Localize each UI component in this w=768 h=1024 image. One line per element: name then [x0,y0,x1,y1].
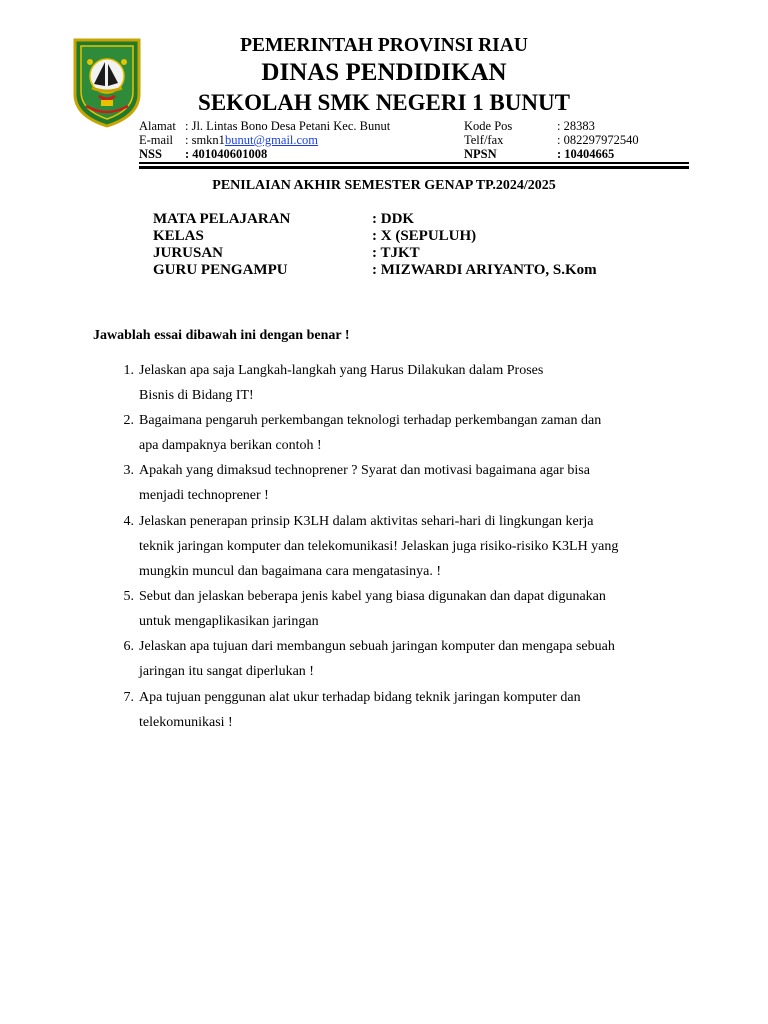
question-line: telekomunikasi ! [139,715,233,730]
meta-label-subject: MATA PELAJARAN [153,211,291,227]
question-number: 6. [123,639,134,654]
question-line: mungkin muncul dan bagaimana cara mengatasinya. ! [139,564,442,579]
question-line: Apakah yang dimaksud technoprener ? Syarat dan motivasi bagaimana agar bisa [139,463,590,478]
question-item [123,584,679,634]
alamat-label: Alamat [139,119,176,133]
telf-value: : 082297972540 [557,133,639,147]
meta-value-teacher: : MIZWARDI ARIYANTO, S.Kom [372,262,597,278]
question-line: Jelaskan penerapan prinsip K3LH dalam aktivitas sehari-hari di lingkungan kerja [139,514,594,529]
question-line: Sebut dan jelaskan beberapa jenis kabel yang biasa digunakan dan dapat digunakan [139,589,606,604]
header-divider-thin [139,162,689,164]
meta-value-major: : TJKT [372,245,420,261]
nss-value: : 401040601008 [185,147,268,161]
kodepos-label: Kode Pos [464,119,513,133]
header-divider-thick [139,166,689,169]
question-item [123,634,679,684]
question-number: 2. [123,413,134,428]
meta-label-teacher: GURU PENGAMPU [153,262,288,278]
question-number: 4. [123,514,134,529]
question-number: 5. [123,589,134,604]
question-line: Jelaskan apa saja Langkah-langkah yang Harus Dilakukan dalam Proses [139,363,544,378]
question-number: 3. [123,463,134,478]
npsn-value: : 10404665 [557,147,615,161]
meta-label-major: JURUSAN [153,245,224,261]
header-school-name: SEKOLAH SMK NEGERI 1 BUNUT [198,90,570,115]
question-line: teknik jaringan komputer dan telekomunikasi! Jelaskan juga risiko-risiko K3LH yang [139,539,619,554]
alamat-value: : Jl. Lintas Bono Desa Petani Kec. Bunut [185,119,391,133]
email-prefix: : smkn1 [185,133,225,147]
exam-title: PENILAIAN AKHIR SEMESTER GENAP TP.2024/2025 [212,178,556,193]
riau-province-emblem-icon [72,36,142,128]
header-department: DINAS PENDIDIKAN [261,59,507,86]
email-value [185,133,318,147]
question-line: Bagaimana pengaruh perkembangan teknologi terhadap perkembangan zaman dan [139,413,602,428]
question-item [123,458,679,508]
question-line: Apa tujuan penggunan alat ukur terhadap bidang teknik jaringan komputer dan [139,690,581,705]
email-link[interactable]: bunut@gmail.com [224,133,319,147]
question-item [123,408,679,458]
nss-label: NSS [139,147,162,161]
telf-label: Telf/fax [464,133,504,147]
instruction-text: Jawablah essai dibawah ini dengan benar ! [93,328,350,343]
question-line: apa dampaknya berikan contoh ! [139,438,322,453]
question-number: 1. [123,363,134,378]
question-item [123,685,679,735]
question-number: 7. [123,690,134,705]
question-line: Jelaskan apa tujuan dari membangun sebuah jaringan komputer dan mengapa sebuah [139,639,615,654]
question-item [123,358,679,408]
question-item [123,509,679,584]
question-line: untuk mengaplikasikan jaringan [139,614,319,629]
meta-value-class: : X (SEPULUH) [372,228,477,244]
header-government: PEMERINTAH PROVINSI RIAU [240,35,528,56]
meta-value-subject: : DDK [372,211,415,227]
question-line: Bisnis di Bidang IT! [139,388,254,403]
npsn-label: NPSN [464,147,497,161]
question-line: jaringan itu sangat diperlukan ! [139,664,314,679]
meta-label-class: KELAS [153,228,204,244]
kodepos-value: : 28383 [557,119,595,133]
question-line: menjadi technoprener ! [139,488,269,503]
email-label: E-mail [139,133,174,147]
